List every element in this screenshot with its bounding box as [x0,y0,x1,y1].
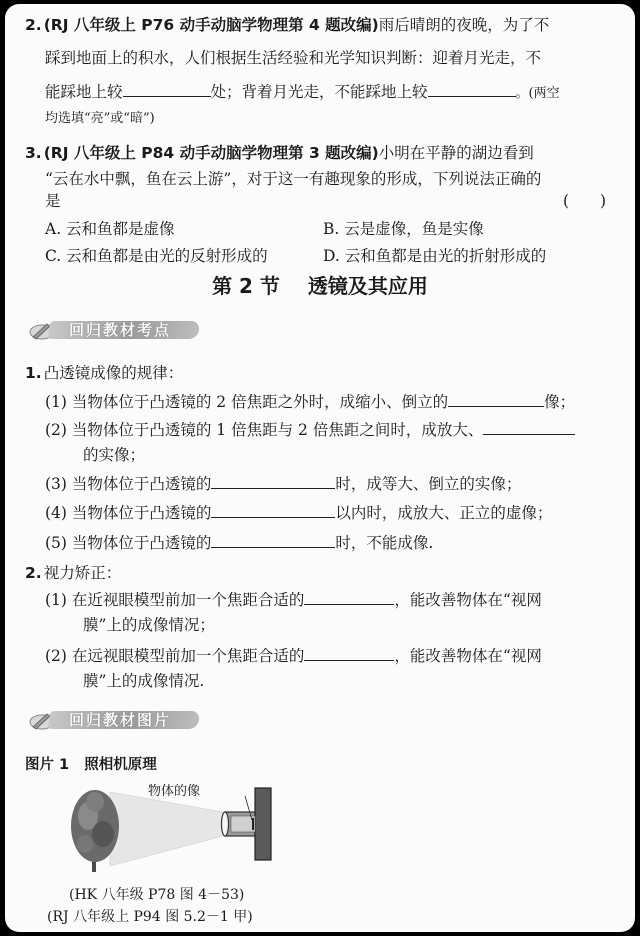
k1-title: 1. 凸透镜成像的规律： [25,364,184,382]
k1-item-4: (4) 当物体位于凸透镜的 以内时，成放大、正立的虚像； [45,501,552,524]
figure-source-1: (HK 八年级 P78 图 4－53) [69,887,245,903]
figure-source-2: (RJ 八年级上 P94 图 5.2－1 甲) [47,909,253,925]
k2-item-2: (2) 在远视眼模型前加一个焦距合适的 ，能改善物体在“视网 [45,644,542,667]
q3-number: 3. [25,144,42,162]
k2-blank-2[interactable] [304,644,394,661]
section-label: 第 2 节 [212,274,280,298]
q3-option-a[interactable]: A. 云和鱼都是虚像 [45,220,175,238]
q3-line3: 是 [45,192,61,210]
q3-option-d[interactable]: D. 云和鱼都是由光的折射形成的 [323,247,547,265]
k1-item-5: (5) 当物体位于凸透镜的 时，不能成像. [45,531,433,554]
q2-line1 [25,14,549,36]
q2-text: 雨后晴朗的夜晚，为了不 [378,16,550,34]
q3-answer-paren[interactable]: ( ) [563,192,607,210]
figure-label: 图片 1 照相机原理 [25,757,157,773]
q2-line4: 均选填“亮”或“暗”) [45,111,155,126]
q2-line2: 踩到地面上的积水，人们根据生活经验和光学知识判断：迎着月光走，不 [45,49,542,67]
banner-textbook-points: 回归教材考点 [27,318,202,342]
tree-icon [71,790,119,862]
camera-icon [225,788,271,860]
q2-source: (RJ 八年级上 P76 动手动脑学物理第 4 题改编) [43,16,379,34]
k2-item-2-cont: 膜”上的成像情况. [83,672,205,690]
q2-blank-2[interactable] [428,80,516,97]
k2-blank-1[interactable] [304,588,394,605]
q3-line2: “云在水中飘，鱼在云上游”，对于这一有趣现象的形成，下列说法正确的 [45,170,542,188]
q3-source: (RJ 八年级上 P84 动手动脑学物理第 3 题改编) [43,144,379,162]
k1-blank-4[interactable] [211,501,335,518]
light-cone [110,792,223,866]
k1-blank-5[interactable] [211,531,335,548]
q3-option-c[interactable]: C. 云和鱼都是由光的反射形成的 [45,247,268,265]
q3-option-b[interactable]: B. 云是虚像，鱼是实像 [323,220,484,238]
k1-item-2: (2) 当物体位于凸透镜的 1 倍焦距与 2 倍焦距之间时，成放大、 [45,418,575,441]
k2-item-1-cont: 膜”上的成像情况； [83,616,215,634]
q3-line1: 3. (RJ 八年级上 P84 动手动脑学物理第 3 题改编)小明在平静的湖边看到 [25,144,534,162]
k2-title: 2. 视力矫正： [25,564,122,582]
q2-blank-1[interactable] [123,80,211,97]
q2-line3: 能踩地上较 处；背着月光走，不能踩地上较 。(两空 [45,80,560,105]
figure-annotation: 物体的像 [148,784,201,799]
section-name: 透镜及其应用 [307,274,428,298]
k1-blank-2[interactable] [483,418,575,435]
k2-item-1: (1) 在近视眼模型前加一个焦距合适的 ，能改善物体在“视网 [45,588,542,611]
k1-item-3: (3) 当物体位于凸透镜的 时，成等大、倒立的实像； [45,472,521,495]
k1-blank-3[interactable] [211,472,335,489]
k1-blank-1[interactable] [448,390,544,407]
k1-item-1: (1) 当物体位于凸透镜的 2 倍焦距之外时，成缩小、倒立的 像； [45,390,575,413]
q2-number: 2. [25,16,42,34]
k1-item-2-cont: 的实像； [83,446,146,464]
section-title [5,270,635,299]
lens-icon [222,812,229,836]
banner-textbook-images: 回归教材图片 [27,708,202,732]
worksheet-page [5,4,635,932]
